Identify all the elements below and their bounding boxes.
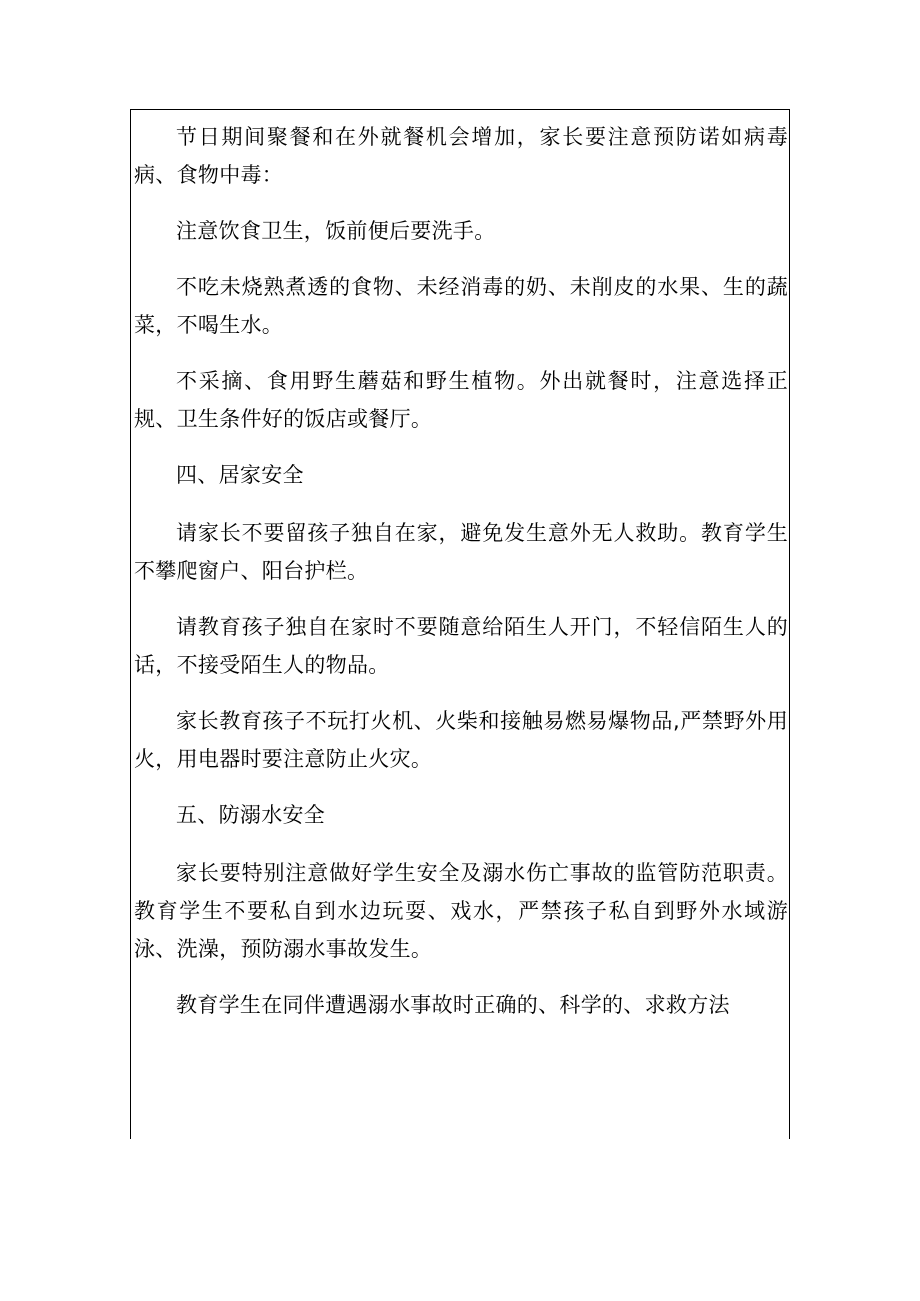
paragraph-food-cooked: 不吃未烧熟煮透的食物、未经消毒的奶、未削皮的水果、生的蔬菜，不喝生水。: [134, 275, 788, 337]
section-heading-home-safety: 四、居家安全: [176, 463, 304, 487]
paragraph-drowning-supervision: 家长要特别注意做好学生安全及溺水伤亡事故的监管防范职责。教育学生不要私自到水边玩耍、戏水，严禁孩子私自到野外水域游泳、洗澡，预防溺水事故发生。: [134, 861, 788, 961]
section-heading-drowning-safety: 五、防溺水安全: [176, 803, 326, 827]
paragraph-home-alone: 请家长不要留孩子独自在家，避免发生意外无人救助。教育学生不攀爬窗户、阳台护栏。: [134, 521, 788, 583]
paragraph-rescue-methods: 教育学生在同伴遭遇溺水事故时正确的、科学的、求救方法: [176, 993, 730, 1017]
document-body: [134, 118, 788, 1042]
paragraph-strangers: 请教育孩子独自在家时不要随意给陌生人开门，不轻信陌生人的话，不接受陌生人的物品。: [134, 615, 788, 677]
paragraph-food-safety-intro: 节日期间聚餐和在外就餐机会增加，家长要注意预防诺如病毒病、食物中毒：: [134, 125, 788, 187]
paragraph-wild-plants: 不采摘、食用野生蘑菇和野生植物。外出就餐时，注意选择正规、卫生条件好的饭店或餐厅。: [134, 369, 788, 431]
paragraph-hygiene: 注意饮食卫生，饭前便后要洗手。: [176, 219, 496, 243]
paragraph-fire-safety: 家长教育孩子不玩打火机、火柴和接触易燃易爆物品,严禁野外用火，用电器时要注意防止火灾。: [134, 709, 788, 771]
